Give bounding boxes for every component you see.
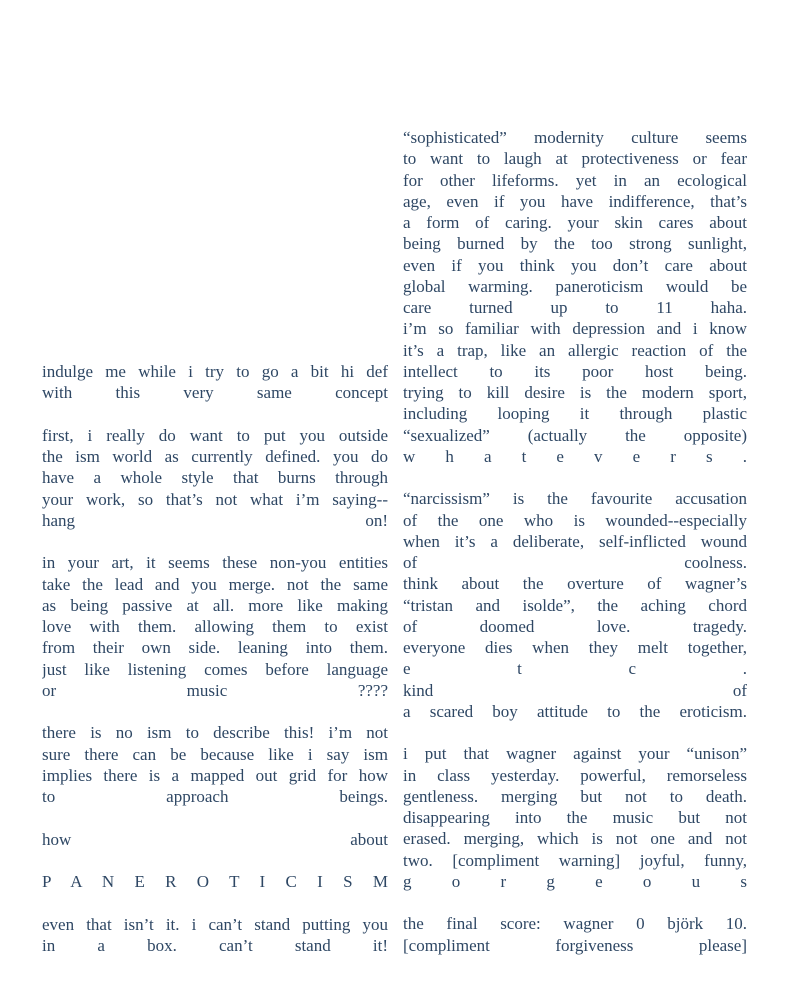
- whatevers-line: w h a t e v e r s .: [403, 446, 747, 466]
- text-line: even if you think you don’t care about: [403, 255, 747, 275]
- text-line: i put that wagner against your “unison”: [403, 744, 747, 764]
- text-line: kind of: [403, 680, 747, 700]
- text-line: in your art, it seems these non-you entities: [42, 553, 388, 573]
- text-line: care turned up to 11 haha.: [403, 298, 747, 317]
- text-line: think about the overture of wagner’s: [403, 574, 747, 594]
- text-line: with this very same concept: [42, 383, 388, 403]
- text-line: [compliment forgiveness please]: [403, 935, 747, 955]
- text-line: to want to laugh at protectiveness or fear: [403, 149, 747, 169]
- text-line: being burned by the too strong sunlight,: [403, 234, 747, 254]
- text-line: there is no ism to describe this! i’m not: [42, 723, 388, 743]
- text-line: it’s a trap, like an allergic reaction of the: [403, 340, 747, 360]
- text-line: hang on!: [42, 510, 388, 530]
- paneroticism-heading: P A N E R O T I C I S M: [42, 872, 388, 891]
- text-line: to approach beings.: [42, 787, 388, 806]
- text-line: of coolness.: [403, 553, 747, 572]
- text-line: your work, so that’s not what i’m saying--: [42, 489, 388, 509]
- text-line: e t c .: [403, 659, 747, 679]
- right-column: [403, 127, 747, 956]
- text-line: intellect to its poor host being.: [403, 361, 747, 381]
- text-line: of the one who is wounded--especially: [403, 510, 747, 530]
- text-line: have a whole style that burns through: [42, 468, 388, 488]
- text-line: gentleness. merging but not to death.: [403, 786, 747, 806]
- text-line: implies there is a mapped out grid for how: [42, 765, 388, 785]
- text-line: when it’s a deliberate, self-inflicted wound: [403, 531, 747, 551]
- text-line: age, even if you have indifference, that’s: [403, 191, 747, 211]
- text-line: first, i really do want to put you outside: [42, 425, 388, 445]
- text-line: erased. merging, which is not one and not: [403, 829, 747, 849]
- text-line: love with them. allowing them to exist: [42, 617, 388, 636]
- text-line: for other lifeforms. yet in an ecological: [403, 170, 747, 190]
- text-line: “sophisticated” modernity culture seems: [403, 128, 747, 147]
- text-line: global warming. paneroticism would be: [403, 276, 747, 296]
- text-line: including looping it through plastic: [403, 404, 747, 424]
- text-line: the ism world as currently defined. you do: [42, 447, 388, 466]
- text-line: two. [compliment warning] joyful, funny,: [403, 850, 747, 870]
- text-line: as being passive at all. more like making: [42, 595, 388, 615]
- text-line: sure there can be because like i say ism: [42, 744, 388, 764]
- text-line: everyone dies when they melt together,: [403, 638, 747, 657]
- text-line: trying to kill desire is the modern sport,: [403, 383, 747, 402]
- text-line: indulge me while i try to go a bit hi def: [42, 362, 388, 381]
- text-line: even that isn’t it. i can’t stand putting you: [42, 914, 388, 934]
- left-column: [42, 361, 388, 956]
- text-line: i’m so familiar with depression and i know: [403, 319, 747, 339]
- text-line: in class yesterday. powerful, remorseless: [403, 765, 747, 785]
- text-line: or music ????: [42, 680, 388, 700]
- text-line: take the lead and you merge. not the same: [42, 574, 388, 594]
- text-line: “narcissism” is the favourite accusation: [403, 489, 747, 509]
- text-line: “sexualized” (actually the opposite): [403, 425, 747, 445]
- text-line: how about: [42, 829, 388, 849]
- text-line: a form of caring. your skin cares about: [403, 213, 747, 232]
- text-line: “tristan and isolde”, the aching chord: [403, 595, 747, 615]
- text-line: of doomed love. tragedy.: [403, 616, 747, 636]
- gorgeous-line: g o r g e o u s: [403, 871, 747, 891]
- text-line: from their own side. leaning into them.: [42, 638, 388, 658]
- text-line: disappearing into the music but not: [403, 808, 747, 827]
- text-line: just like listening comes before language: [42, 659, 388, 679]
- text-line: a scared boy attitude to the eroticism.: [403, 701, 747, 721]
- text-line: the final score: wagner 0 björk 10.: [403, 914, 747, 934]
- text-line: in a box. can’t stand it!: [42, 935, 388, 955]
